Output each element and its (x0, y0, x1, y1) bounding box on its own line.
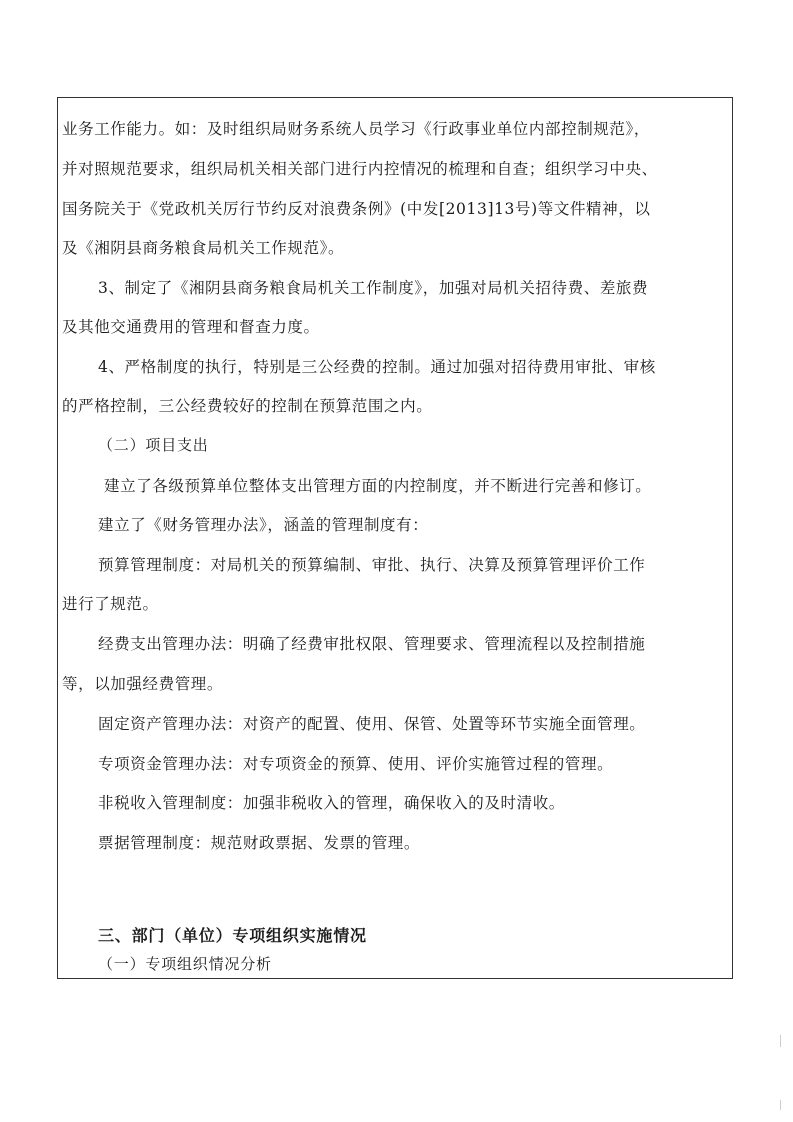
paragraph-line: 进行了规范。 (62, 595, 159, 613)
scan-artifact (780, 1100, 781, 1110)
subsection-heading: （一）专项组织情况分析 (98, 955, 272, 973)
paragraph-line: 等，以加强经费管理。 (62, 675, 224, 693)
paragraph-line: 预算管理制度：对局机关的预算编制、审批、执行、决算及预算管理评价工作 (98, 556, 646, 574)
subsection-heading: （二）项目支出 (98, 436, 209, 454)
paragraph-line: 建立了《财务管理办法》，涵盖的管理制度有： (98, 516, 429, 534)
paragraph-line: 及其他交通费用的管理和督查力度。 (62, 318, 320, 336)
paragraph-line: 业务工作能力。如：及时组织局财务系统人员学习《行政事业单位内部控制规范》， (62, 120, 650, 138)
paragraph-line: 4、严格制度的执行，特别是三公经费的控制。通过加强对招待费用审批、审核 (98, 358, 656, 376)
paragraph-line: 经费支出管理办法：明确了经费审批权限、管理要求、管理流程以及控制措施 (98, 635, 646, 653)
paragraph-line: 票据管理制度：规范财政票据、发票的管理。 (98, 834, 421, 852)
paragraph-line: 国务院关于《党政机关厉行节约反对浪费条例》(中发[2013]13号)等文件精神，以 (62, 200, 651, 218)
paragraph-line: 及《湘阴县商务粮食局机关工作规范》。 (62, 239, 345, 257)
section-heading: 三、部门（单位）专项组织实施情况 (98, 926, 367, 945)
scan-artifact (780, 1035, 781, 1047)
paragraph-line: 3、制定了《湘阴县商务粮食局机关工作制度》，加强对局机关招待费、差旅费 (98, 279, 649, 297)
paragraph-line: 并对照规范要求，组织局机关相关部门进行内控情况的梳理和自查；组织学习中央、 (62, 160, 658, 178)
paragraph-line: 专项资金管理办法：对专项资金的预算、使用、评价实施管过程的管理。 (98, 755, 614, 773)
paragraph-line: 非税收入管理制度：加强非税收入的管理，确保收入的及时清收。 (98, 794, 565, 812)
paragraph-line: 固定资产管理办法：对资产的配置、使用、保管、处置等环节实施全面管理。 (98, 715, 646, 733)
paragraph-line: 建立了各级预算单位整体支出管理方面的内控制度，并不断进行完善和修订。 (104, 477, 652, 495)
paragraph-line: 的严格控制，三公经费较好的控制在预算范围之内。 (62, 397, 433, 415)
